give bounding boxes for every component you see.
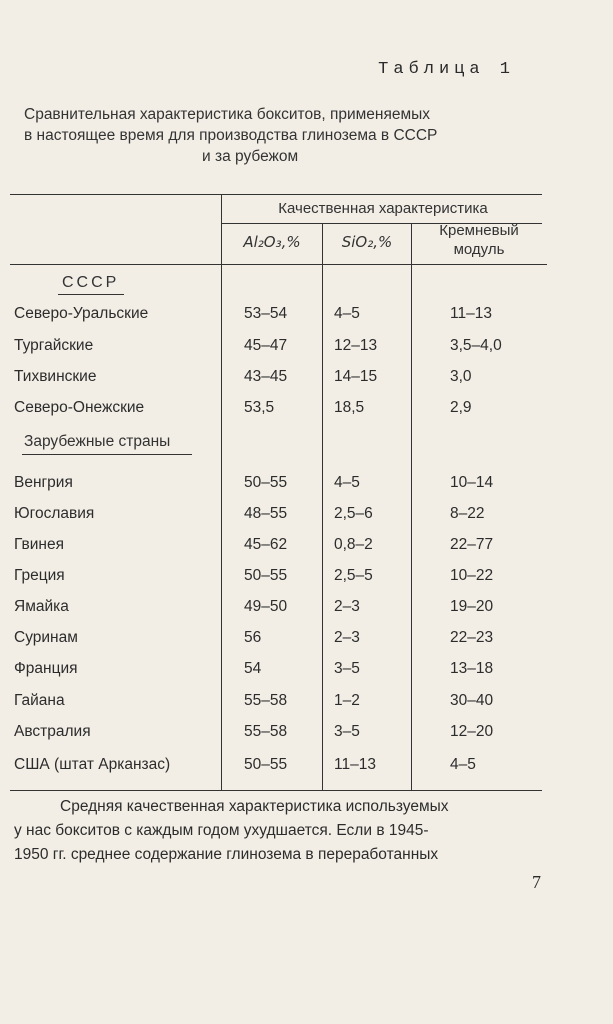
row-name: Суринам: [14, 629, 78, 646]
row-al2o3: 45–47: [244, 337, 288, 354]
row-al2o3: 53,5: [244, 399, 275, 416]
row-al2o3: 54: [244, 660, 262, 677]
row-modulus: 13–18: [450, 660, 494, 677]
row-modulus: 4–5: [450, 756, 476, 773]
body-paragraph: [14, 795, 554, 867]
row-name: Ямайка: [14, 598, 69, 615]
row-modulus: 11–13: [450, 305, 492, 322]
row-modulus: 3,0: [450, 368, 472, 385]
row-modulus: 30–40: [450, 692, 494, 709]
section-ussr-underline: [58, 294, 124, 295]
row-al2o3: 45–62: [244, 536, 288, 553]
header-sio2: SiO₂,%: [341, 233, 393, 251]
row-modulus: 19–20: [450, 598, 494, 615]
row-modulus: 10–14: [450, 474, 494, 491]
row-name: Гайана: [14, 692, 65, 709]
page-number: 7: [532, 872, 541, 892]
row-name: Австралия: [14, 723, 91, 740]
section-ussr: СССР: [62, 274, 120, 291]
header-quality-group: Качественная характеристика: [278, 200, 488, 217]
caption-line-2: в настоящее время для производства глинозема в СССР: [24, 127, 438, 144]
row-name: Греция: [14, 567, 65, 584]
row-sio2: 2–3: [334, 629, 360, 646]
body-line-1: Средняя качественная характеристика используемых: [60, 798, 449, 815]
row-sio2: 2,5–5: [334, 567, 373, 584]
caption-line-3: и за рубежом: [202, 148, 299, 165]
table-number-label: Таблица 1: [378, 60, 515, 79]
row-name: Гвинея: [14, 536, 64, 553]
body-line-2: у нас бокситов с каждым годом ухудшается. Если в 1945-: [14, 822, 429, 839]
row-sio2: 14–15: [334, 368, 378, 385]
row-modulus: 8–22: [450, 505, 485, 522]
row-sio2: 3–5: [334, 723, 360, 740]
body-line-3: 1950 гг. среднее содержание глинозема в переработанных: [14, 846, 439, 863]
row-modulus: 2,9: [450, 399, 472, 416]
row-sio2: 12–13: [334, 337, 378, 354]
row-modulus: 12–20: [450, 723, 494, 740]
row-name: Тихвинские: [14, 368, 97, 385]
row-name: Тургайские: [14, 337, 94, 354]
row-modulus: 10–22: [450, 567, 494, 584]
header-modulus-line-2: модуль: [453, 241, 505, 258]
row-sio2: 3–5: [334, 660, 360, 677]
section-foreign-underline: [22, 454, 192, 455]
row-al2o3: 50–55: [244, 567, 288, 584]
row-name: Югославия: [14, 505, 95, 522]
header-al2o3: Al₂O₃,%: [243, 233, 301, 251]
row-al2o3: 56: [244, 629, 262, 646]
table-top-rule: [10, 194, 542, 195]
row-sio2: 4–5: [334, 305, 360, 322]
header-bottom-rule: [10, 264, 547, 265]
row-name: Северо-Уральские: [14, 305, 149, 322]
row-modulus: 3,5–4,0: [450, 337, 502, 354]
row-al2o3: 55–58: [244, 692, 288, 709]
row-modulus: 22–77: [450, 536, 494, 553]
row-sio2: 18,5: [334, 399, 365, 416]
row-al2o3: 53–54: [244, 305, 288, 322]
row-al2o3: 55–58: [244, 723, 288, 740]
col-divider-1: [221, 194, 222, 790]
col-divider-2: [322, 223, 323, 790]
row-name: США (штат Арканзас): [14, 756, 171, 773]
row-sio2: 1–2: [334, 692, 360, 709]
row-al2o3: 48–55: [244, 505, 288, 522]
row-sio2: 2–3: [334, 598, 360, 615]
row-sio2: 0,8–2: [334, 536, 373, 553]
row-al2o3: 49–50: [244, 598, 288, 615]
row-al2o3: 43–45: [244, 368, 288, 385]
row-al2o3: 50–55: [244, 474, 288, 491]
caption-line-1: Сравнительная характеристика бокситов, применяемых: [24, 106, 431, 123]
row-al2o3: 50–55: [244, 756, 288, 773]
row-sio2: 2,5–6: [334, 505, 373, 522]
section-foreign: Зарубежные страны: [24, 433, 171, 450]
row-modulus: 22–23: [450, 629, 494, 646]
row-name: Франция: [14, 660, 78, 677]
table-bottom-rule: [10, 790, 542, 791]
header-modulus-line-1: Кремневый: [439, 222, 519, 239]
row-name: Венгрия: [14, 474, 73, 491]
row-sio2: 4–5: [334, 474, 360, 491]
col-divider-3: [411, 223, 412, 790]
row-name: Северо-Онежские: [14, 399, 145, 416]
row-sio2: 11–13: [334, 756, 376, 773]
